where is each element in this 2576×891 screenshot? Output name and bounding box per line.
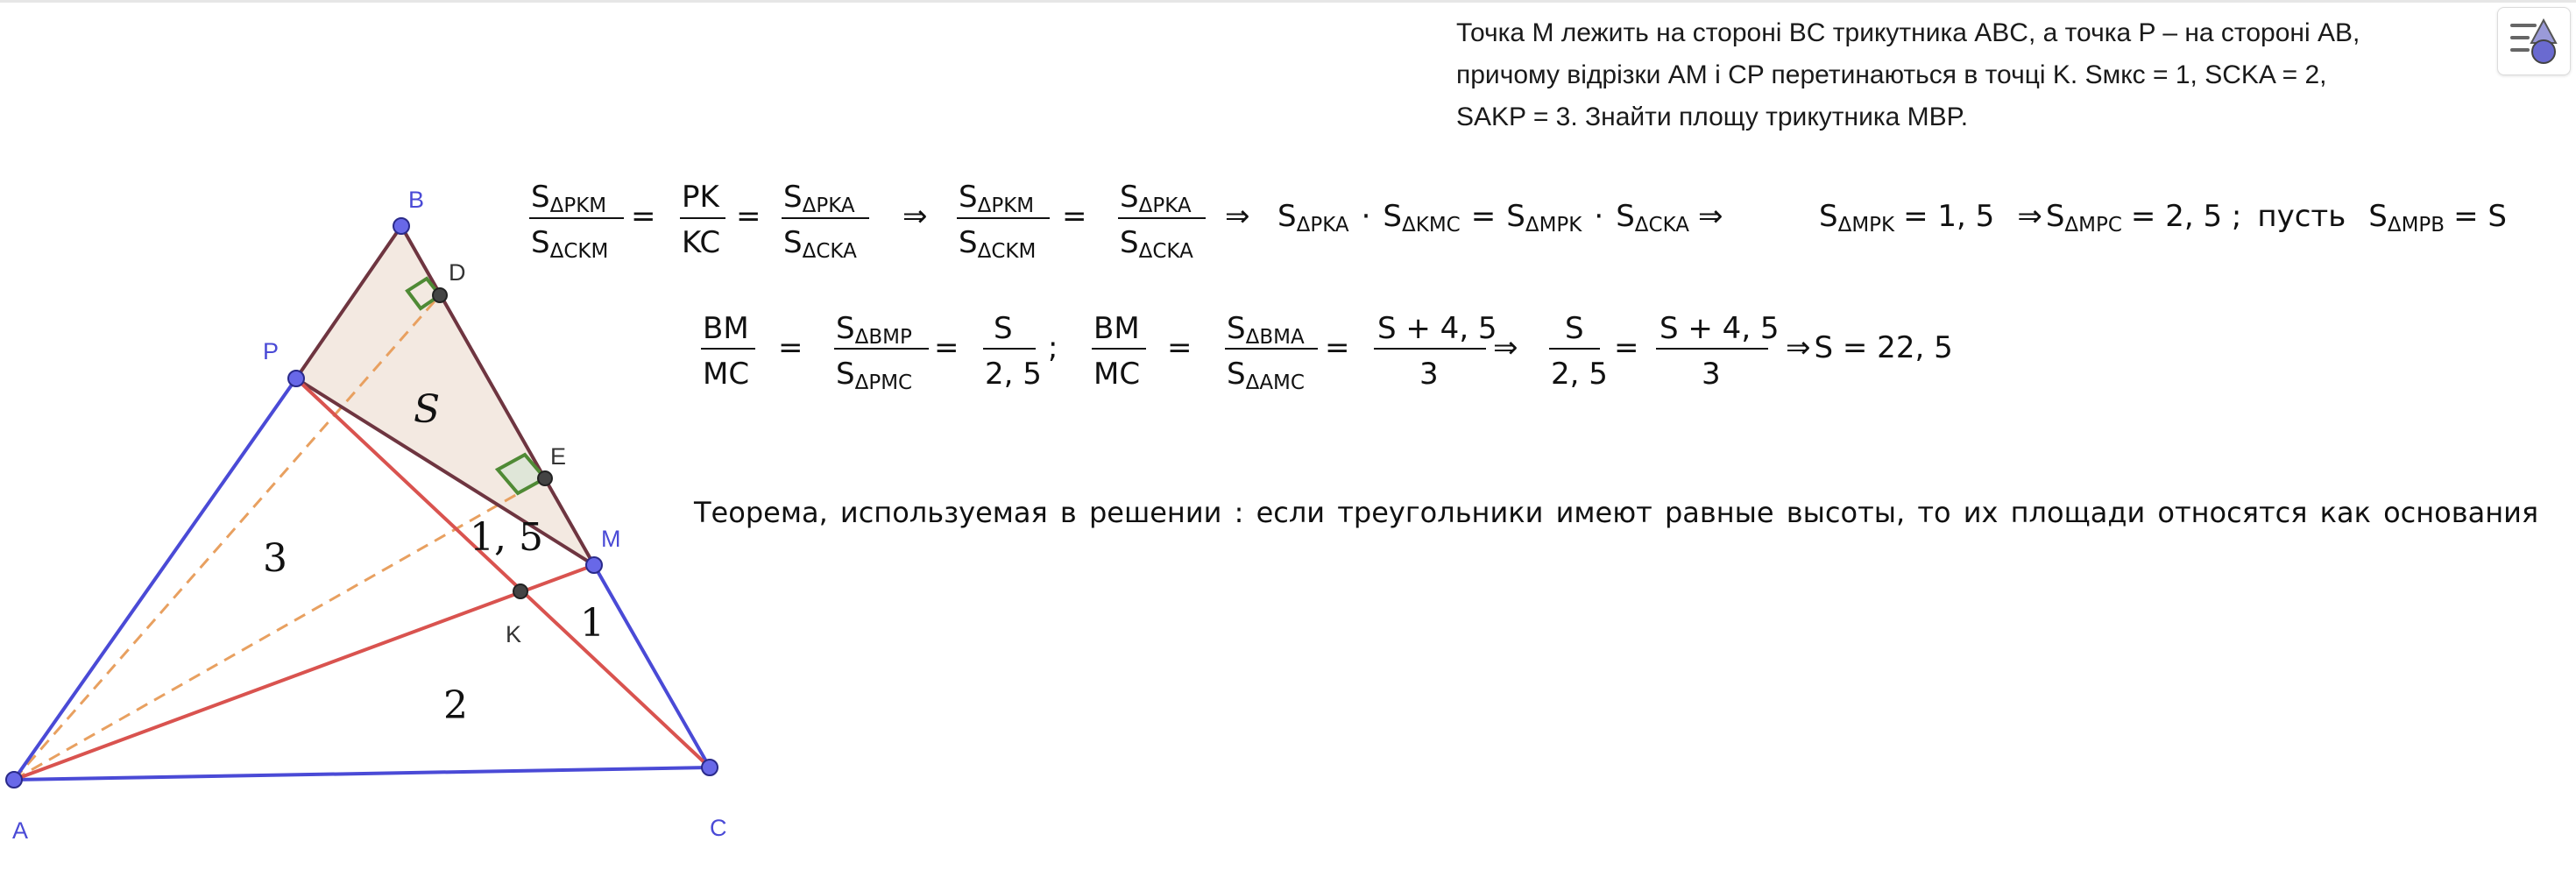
- svg-text:SΔAMC: SΔAMC: [1227, 357, 1305, 394]
- label-e: E: [550, 443, 567, 470]
- svg-text:SΔCKA: SΔCKA: [783, 225, 857, 263]
- svg-text:⇒: ⇒: [902, 199, 928, 234]
- height-a-d: [14, 295, 440, 780]
- svg-text:=: =: [1325, 330, 1350, 365]
- height-a-e: [14, 478, 545, 780]
- svg-text:2, 5: 2, 5: [1551, 357, 1608, 392]
- point-m[interactable]: [586, 557, 602, 573]
- svg-text:=: =: [631, 199, 656, 234]
- point-b[interactable]: [393, 218, 409, 234]
- triangle-mbp-fill: [296, 226, 594, 565]
- svg-text:SΔPMC: SΔPMC: [836, 357, 913, 394]
- svg-text:S + 4, 5: S + 4, 5: [1660, 311, 1780, 346]
- problem-line-1: Точка M лежить на стороні BC трикутника ABC, а точка P – на стороні AB,: [1456, 18, 2360, 47]
- svg-text:=: =: [778, 330, 803, 365]
- svg-text:=: =: [1614, 330, 1639, 365]
- svg-text:SΔBMP: SΔBMP: [836, 311, 912, 349]
- label-m: M: [601, 526, 621, 552]
- point-d: [433, 288, 447, 302]
- label-d: D: [449, 259, 466, 286]
- theorem-text: Теорема, используемая в решении : если треугольники имеют равные высоты, то их площади относятся как основания: [694, 496, 2539, 529]
- cevian-am: [14, 565, 594, 780]
- label-c: C: [710, 815, 727, 841]
- point-p[interactable]: [288, 371, 304, 386]
- svg-text:SΔCKM: SΔCKM: [959, 225, 1037, 263]
- svg-text:SΔPKA·SΔKMC=SΔMPK·SΔCKA⇒: SΔPKA · SΔKMC = SΔMPK · SΔCKA ⇒: [1277, 199, 1723, 237]
- svg-text:S + 4, 5: S + 4, 5: [1377, 311, 1497, 346]
- svg-text:⇒: ⇒: [1225, 199, 1250, 234]
- svg-text:SΔBMA: SΔBMA: [1227, 311, 1305, 349]
- svg-text:SΔPKM: SΔPKM: [531, 180, 607, 217]
- svg-text:S: S: [994, 311, 1013, 346]
- area-kmc: 1: [580, 601, 605, 646]
- svg-text:SΔCKM: SΔCKM: [531, 225, 609, 263]
- svg-text:3: 3: [1419, 357, 1439, 392]
- point-k: [513, 584, 527, 598]
- problem-line-3: SAKP = 3. Знайти площу трикутника MBP.: [1456, 103, 1969, 131]
- svg-text:SΔCKA: SΔCKA: [1120, 225, 1193, 263]
- svg-text:SΔPKM: SΔPKM: [959, 180, 1035, 217]
- svg-text:S: S: [1565, 311, 1584, 346]
- side-mc: [594, 565, 710, 767]
- svg-text:2, 5: 2, 5: [985, 357, 1042, 392]
- svg-text:3: 3: [1702, 357, 1721, 392]
- svg-text:BM: BM: [1093, 311, 1140, 346]
- point-c[interactable]: [702, 760, 718, 775]
- problem-line-2: причому відрізки AM і CP перетинаються в точці K. Sмкс = 1, SCKA = 2,: [1456, 60, 2327, 89]
- label-k: K: [506, 621, 522, 647]
- svg-text:=: =: [1167, 330, 1192, 365]
- svg-text:=: =: [934, 330, 959, 365]
- svg-text:=: =: [736, 199, 761, 234]
- area-akc: 2: [443, 683, 468, 728]
- svg-text:;: ;: [1048, 330, 1058, 365]
- area-mbp: S: [414, 387, 441, 432]
- area-apk: 3: [263, 536, 287, 581]
- label-a: A: [12, 817, 29, 844]
- svg-text:SΔPKA: SΔPKA: [783, 180, 855, 217]
- svg-text:=: =: [1062, 199, 1087, 234]
- point-e: [538, 471, 552, 485]
- side-ac: [14, 767, 710, 780]
- label-b: B: [408, 187, 425, 213]
- side-ap: [14, 378, 296, 780]
- svg-text:PK: PK: [682, 180, 719, 215]
- svg-text:BM: BM: [703, 311, 749, 346]
- equation-line-1: [529, 180, 2507, 263]
- svg-text:MC: MC: [1093, 357, 1141, 392]
- point-a[interactable]: [6, 772, 22, 788]
- label-p: P: [263, 338, 280, 364]
- equation-line-2: [701, 311, 1953, 394]
- svg-text:SΔMPK= 1, 5⇒SΔMPC= 2, 5 ;пусть: SΔMPK = 1, 5 ⇒ SΔMPC = 2, 5 ; пусть SΔMPB = S: [1819, 199, 2507, 237]
- svg-text:KC: KC: [682, 225, 721, 260]
- svg-text:SΔPKA: SΔPKA: [1120, 180, 1192, 217]
- svg-text:⇒: ⇒: [1493, 330, 1518, 365]
- svg-text:MC: MC: [703, 357, 750, 392]
- area-pkm: 1, 5: [470, 515, 543, 560]
- svg-text:⇒S = 22, 5: ⇒ S = 22, 5: [1786, 330, 1953, 365]
